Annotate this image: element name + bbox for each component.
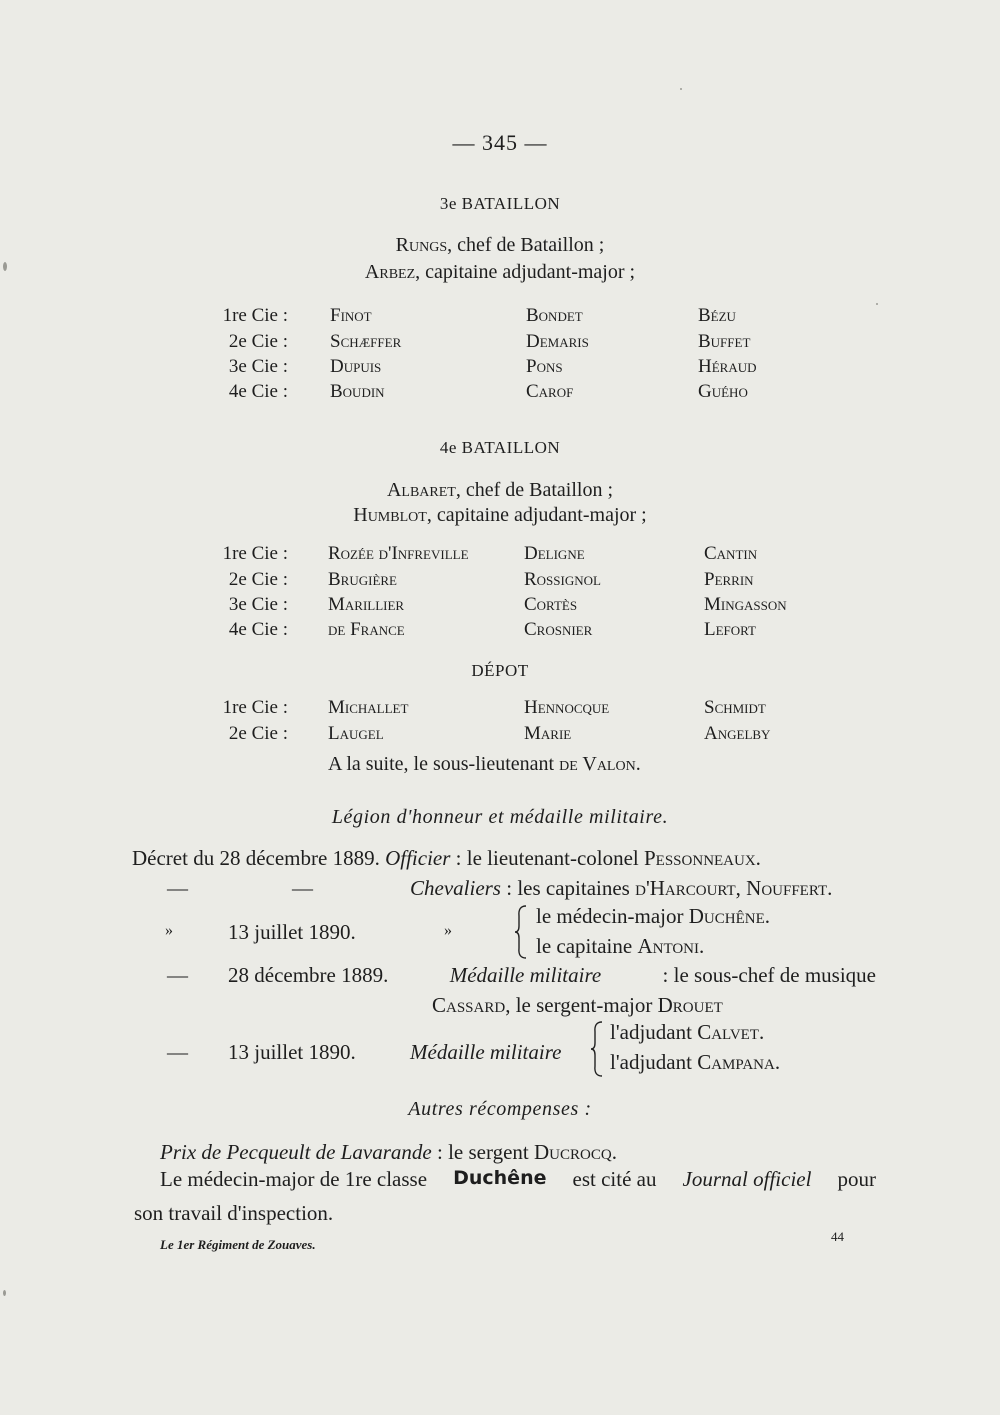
officer-name: Schmidt (704, 697, 766, 718)
decoration-rank: Médaille militaire (410, 1040, 562, 1064)
recipient-title: le médecin-major (536, 904, 689, 928)
honours-dash: — (167, 1040, 188, 1064)
officer-name: Mingasson (704, 594, 787, 615)
decree-date: 13 juillet 1890. (228, 1040, 356, 1064)
commander-name: Rungs (395, 234, 448, 256)
commander-name: Albaret (386, 479, 456, 501)
scan-speck (3, 262, 7, 271)
commander-role: , chef de Bataillon ; (455, 479, 614, 501)
recipient-line (610, 1050, 780, 1075)
recipient-title: , le sergent-major (505, 993, 658, 1017)
honours-line-medaille (228, 963, 876, 988)
commander-role: , capitaine adjudant-major ; (426, 504, 647, 526)
suite-text: A la suite, le sous-lieutenant (328, 753, 560, 775)
decoration-text: : le lieutenant-colonel (450, 846, 644, 870)
scan-speck (680, 88, 682, 90)
suite-name: de Valon. (559, 753, 641, 775)
brace-icon (514, 904, 528, 960)
officer-name: Héraud (698, 356, 757, 377)
company-label: 1re Cie : (222, 543, 288, 564)
recipient-line (536, 904, 770, 929)
recipient-name: d'Harcourt, Nouffert. (635, 876, 833, 900)
company-label: 2e Cie : (228, 331, 288, 352)
officer-name: Bézu (698, 305, 736, 326)
ditto-mark: » (444, 922, 452, 939)
company-label: 2e Cie : (228, 723, 288, 744)
recipient-title: l'adjudant (610, 1020, 698, 1044)
recipient-name: Cassard (432, 993, 506, 1017)
officer-name: Lefort (704, 619, 756, 640)
prize-line (160, 1140, 617, 1165)
recipient-name: Drouet (657, 993, 723, 1017)
battalion4-heading: 4e BATAILLON (439, 438, 561, 457)
recipient-name: Antoni. (637, 934, 705, 958)
officer-name: Hennocque (524, 697, 610, 718)
battalion4-commander-1 (0, 479, 1000, 502)
decoration-text: : les capitaines (500, 876, 636, 900)
officer-name: Perrin (704, 569, 754, 590)
other-title: Autres récompenses : (408, 1098, 592, 1120)
footer-title: Le 1er Régiment de Zouaves. (160, 1237, 316, 1252)
decoration-text: : le sous-chef de musique (662, 963, 876, 987)
recipient-title: l'adjudant (610, 1050, 698, 1074)
citation-journal: Journal officiel (682, 1167, 812, 1191)
decoration-rank: Officier (385, 846, 451, 870)
officer-name: Dupuis (330, 356, 382, 377)
recipient-line (536, 934, 704, 959)
officer-name: Guého (698, 381, 748, 402)
officer-name: Buffet (698, 331, 751, 352)
scan-speck (3, 1290, 6, 1296)
citation-mid: est cité au (572, 1167, 657, 1191)
citation-name: Duchêne (453, 1167, 547, 1189)
citation-line-1 (160, 1167, 876, 1192)
officer-name: Rozée d'Infreville (328, 543, 469, 564)
officer-name: Finot (330, 305, 372, 326)
officer-name: Rossignol (524, 569, 601, 590)
honours-line-recipients (432, 993, 723, 1018)
honours-dash: — (292, 876, 313, 900)
company-label: 2e Cie : (228, 569, 288, 590)
officer-name: Demaris (526, 331, 589, 352)
honours-line-chevaliers (410, 876, 832, 901)
officer-name: Brugière (328, 569, 398, 590)
officer-name: Marie (524, 723, 572, 744)
officer-name: Cortès (524, 594, 578, 615)
recipient-line (610, 1020, 764, 1045)
honours-line-officier (132, 846, 761, 871)
officer-name: Boudin (330, 381, 385, 402)
decree-date: 13 juillet 1890. (228, 920, 356, 944)
officer-name: Laugel (328, 723, 384, 744)
officer-name: Deligne (524, 543, 585, 564)
decoration-rank: Médaille militaire (449, 963, 602, 987)
honours-dash: — (167, 876, 188, 900)
battalion3-heading: 3e BATAILLON (439, 194, 561, 213)
citation-post: pour (837, 1167, 876, 1191)
recipient-name: Pessonneaux. (644, 846, 761, 870)
company-label: 3e Cie : (228, 356, 288, 377)
page-number: — 345 — (452, 130, 548, 155)
prize-name: Prix de Pecqueult de Lavarande (160, 1140, 432, 1164)
recipient-name: Duchêne. (688, 904, 771, 928)
company-label: 1re Cie : (222, 305, 288, 326)
brace-icon (590, 1020, 604, 1078)
company-label: 4e Cie : (228, 381, 288, 402)
officer-name: Crosnier (524, 619, 593, 640)
officer-name: Carof (526, 381, 574, 402)
battalion3-commander-1 (0, 234, 1000, 257)
signature-mark: 44 (831, 1229, 844, 1244)
recipient-name: Campana. (697, 1050, 781, 1074)
decoration-rank: Chevaliers (410, 876, 501, 900)
citation-line-2: son travail d'inspection. (134, 1201, 334, 1225)
commander-role: , chef de Bataillon ; (447, 234, 605, 256)
decree-date: 28 décembre 1889. (228, 963, 389, 987)
prize-text: : le sergent (431, 1140, 535, 1164)
officer-name: Angelby (704, 723, 771, 744)
depot-suite-line (328, 753, 641, 776)
battalion3-commander-2 (0, 261, 1000, 284)
depot-heading: DÉPOT (471, 661, 529, 680)
officer-name: Michallet (328, 697, 409, 718)
commander-name: Humblot (353, 504, 427, 526)
commander-name: Arbez (364, 261, 416, 283)
officer-name: Marillier (328, 594, 405, 615)
ditto-mark: » (165, 922, 173, 939)
decree-date: Décret du 28 décembre 1889. (132, 846, 380, 870)
citation-pre: Le médecin-major de 1re classe (160, 1167, 428, 1191)
company-label: 4e Cie : (228, 619, 288, 640)
honours-title: Légion d'honneur et médaille militaire. (331, 806, 669, 828)
recipient-name: Ducrocq. (534, 1140, 617, 1164)
commander-role: , capitaine adjudant-major ; (415, 261, 636, 283)
recipient-title: le capitaine (536, 934, 638, 958)
honours-dash: — (167, 963, 188, 987)
officer-name: Pons (526, 356, 563, 377)
company-label: 3e Cie : (228, 594, 288, 615)
battalion4-commander-2 (0, 504, 1000, 527)
officer-name: Schæffer (330, 331, 402, 352)
officer-name: Cantin (704, 543, 758, 564)
officer-name: de France (328, 619, 405, 640)
scan-speck (876, 303, 878, 305)
company-label: 1re Cie : (222, 697, 288, 718)
recipient-name: Calvet. (697, 1020, 765, 1044)
officer-name: Bondet (526, 305, 583, 326)
